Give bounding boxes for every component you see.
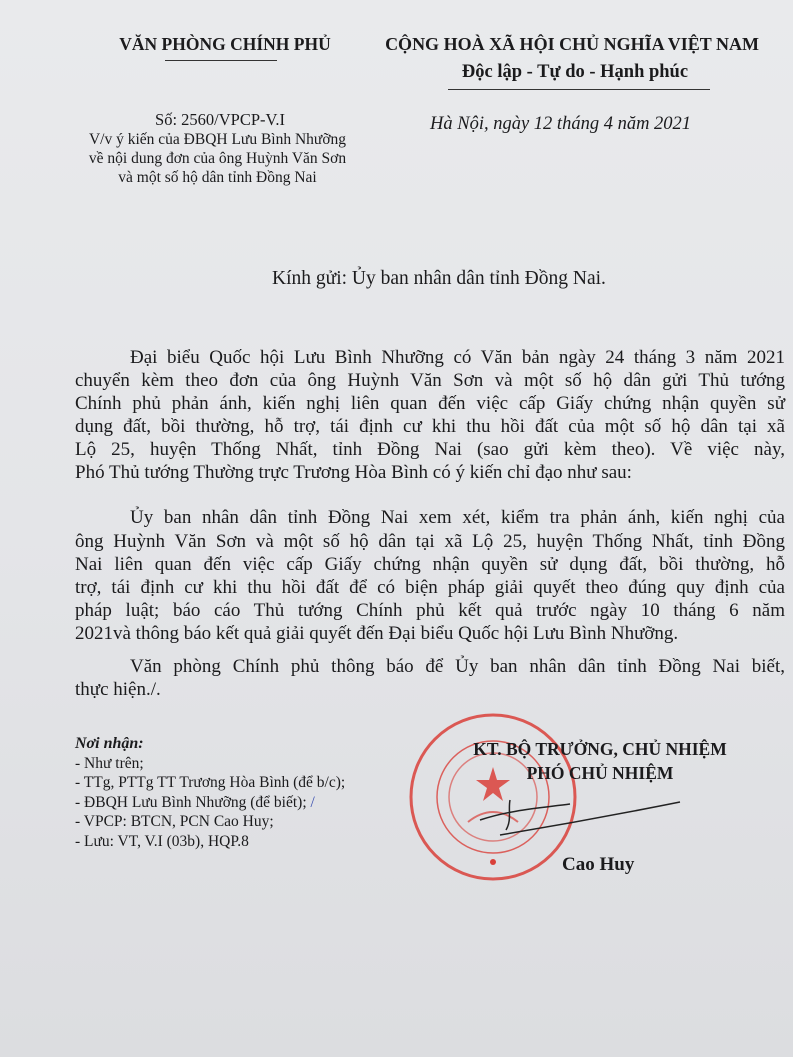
body-line: ông Huỳnh Văn Sơn và một số hộ dân tại xã Lộ 25, huyện Thống Nhất, tỉnh Đồng [75,531,785,552]
body-line: Văn phòng Chính phủ thông báo để Ủy ban nhân dân tỉnh Đồng Nai biết, [130,656,785,677]
document-number: Số: 2560/VPCP-V.I [155,110,285,129]
recipients-title: Nơi nhận: [75,735,144,752]
recipient-item: - VPCP: BTCN, PCN Cao Huy; [75,813,274,830]
subject-line: và một số hộ dân tỉnh Đồng Nai [118,169,317,186]
body-line: chuyển kèm theo đơn của ông Huỳnh Văn Sơn và một số hộ dân gửi Thủ tướng [75,370,785,391]
signer-name: Cao Huy [562,854,635,875]
agency-name: VĂN PHÒNG CHÍNH PHỦ [119,34,331,54]
place-date: Hà Nội, ngày 12 tháng 4 năm 2021 [430,114,692,134]
recipient-item: - TTg, PTTg TT Trương Hòa Bình (để b/c); [75,774,346,791]
nation-name: CỘNG HOÀ XÃ HỘI CHỦ NGHĨA VIỆT NAM [385,34,759,54]
body-line: dụng đất, bồi thường, hỗ trợ, tái định cư khi thu hồi đất của một số hộ dân tại xã [75,416,785,437]
divider [165,60,277,61]
divider [448,89,710,90]
signature-subtitle: PHÓ CHỦ NHIỆM [526,763,674,783]
recipients-block [75,734,345,851]
motto: Độc lập - Tự do - Hạnh phúc [461,62,689,82]
body-line: 2021và thông báo kết quả giải quyết đến Đại biểu Quốc hội Lưu Bình Nhưỡng. [75,623,679,644]
recipient-line: Kính gửi: Ủy ban nhân dân tỉnh Đồng Nai. [272,268,606,289]
subject-line: về nội dung đơn của ông Huỳnh Văn Sơn [88,150,347,167]
body-line: Đại biểu Quốc hội Lưu Bình Nhưỡng có Văn bản ngày 24 tháng 3 năm 2021 [130,347,785,368]
body-line: thực hiện./. [75,679,161,700]
subject-line: V/v ý kiến của ĐBQH Lưu Bình Nhưỡng [88,131,347,148]
body-line: Phó Thủ tướng Thường trực Trương Hòa Bình có ý kiến chỉ đạo như sau: [75,462,632,483]
body-line: Nai liên quan đến việc cấp Giấy chứng nhận quyền sử dụng đất, bồi thường, hỗ [75,554,785,575]
subject [65,130,370,187]
body-line: Chính phủ phản ánh, kiến nghị liên quan đến việc cấp Giấy chứng nhận quyền sử [75,393,785,414]
recipient-item: - ĐBQH Lưu Bình Nhưỡng (để biết); / [75,793,315,811]
recipient-item: - Như trên; [75,754,144,772]
signature-mark [470,790,700,850]
recipient-item: - Lưu: VT, V.I (03b), HQP.8 [75,832,249,850]
body-line: pháp luật; báo cáo Thủ tướng Chính phủ kết quả trước ngày 10 tháng 6 năm [75,600,785,621]
signature-title: KT. BỘ TRƯỞNG, CHỦ NHIỆM [473,739,727,759]
body-line: trợ, tái định cư khi thu hồi đất để có biện pháp giải quyết theo đúng quy định của [75,577,785,598]
body-line: Lộ 25, huyện Thống Nhất, tỉnh Đồng Nai (sao gửi kèm theo). Về việc này, [75,439,785,460]
body-line: Ủy ban nhân dân tỉnh Đồng Nai xem xét, kiểm tra phản ánh, kiến nghị của [130,507,785,528]
